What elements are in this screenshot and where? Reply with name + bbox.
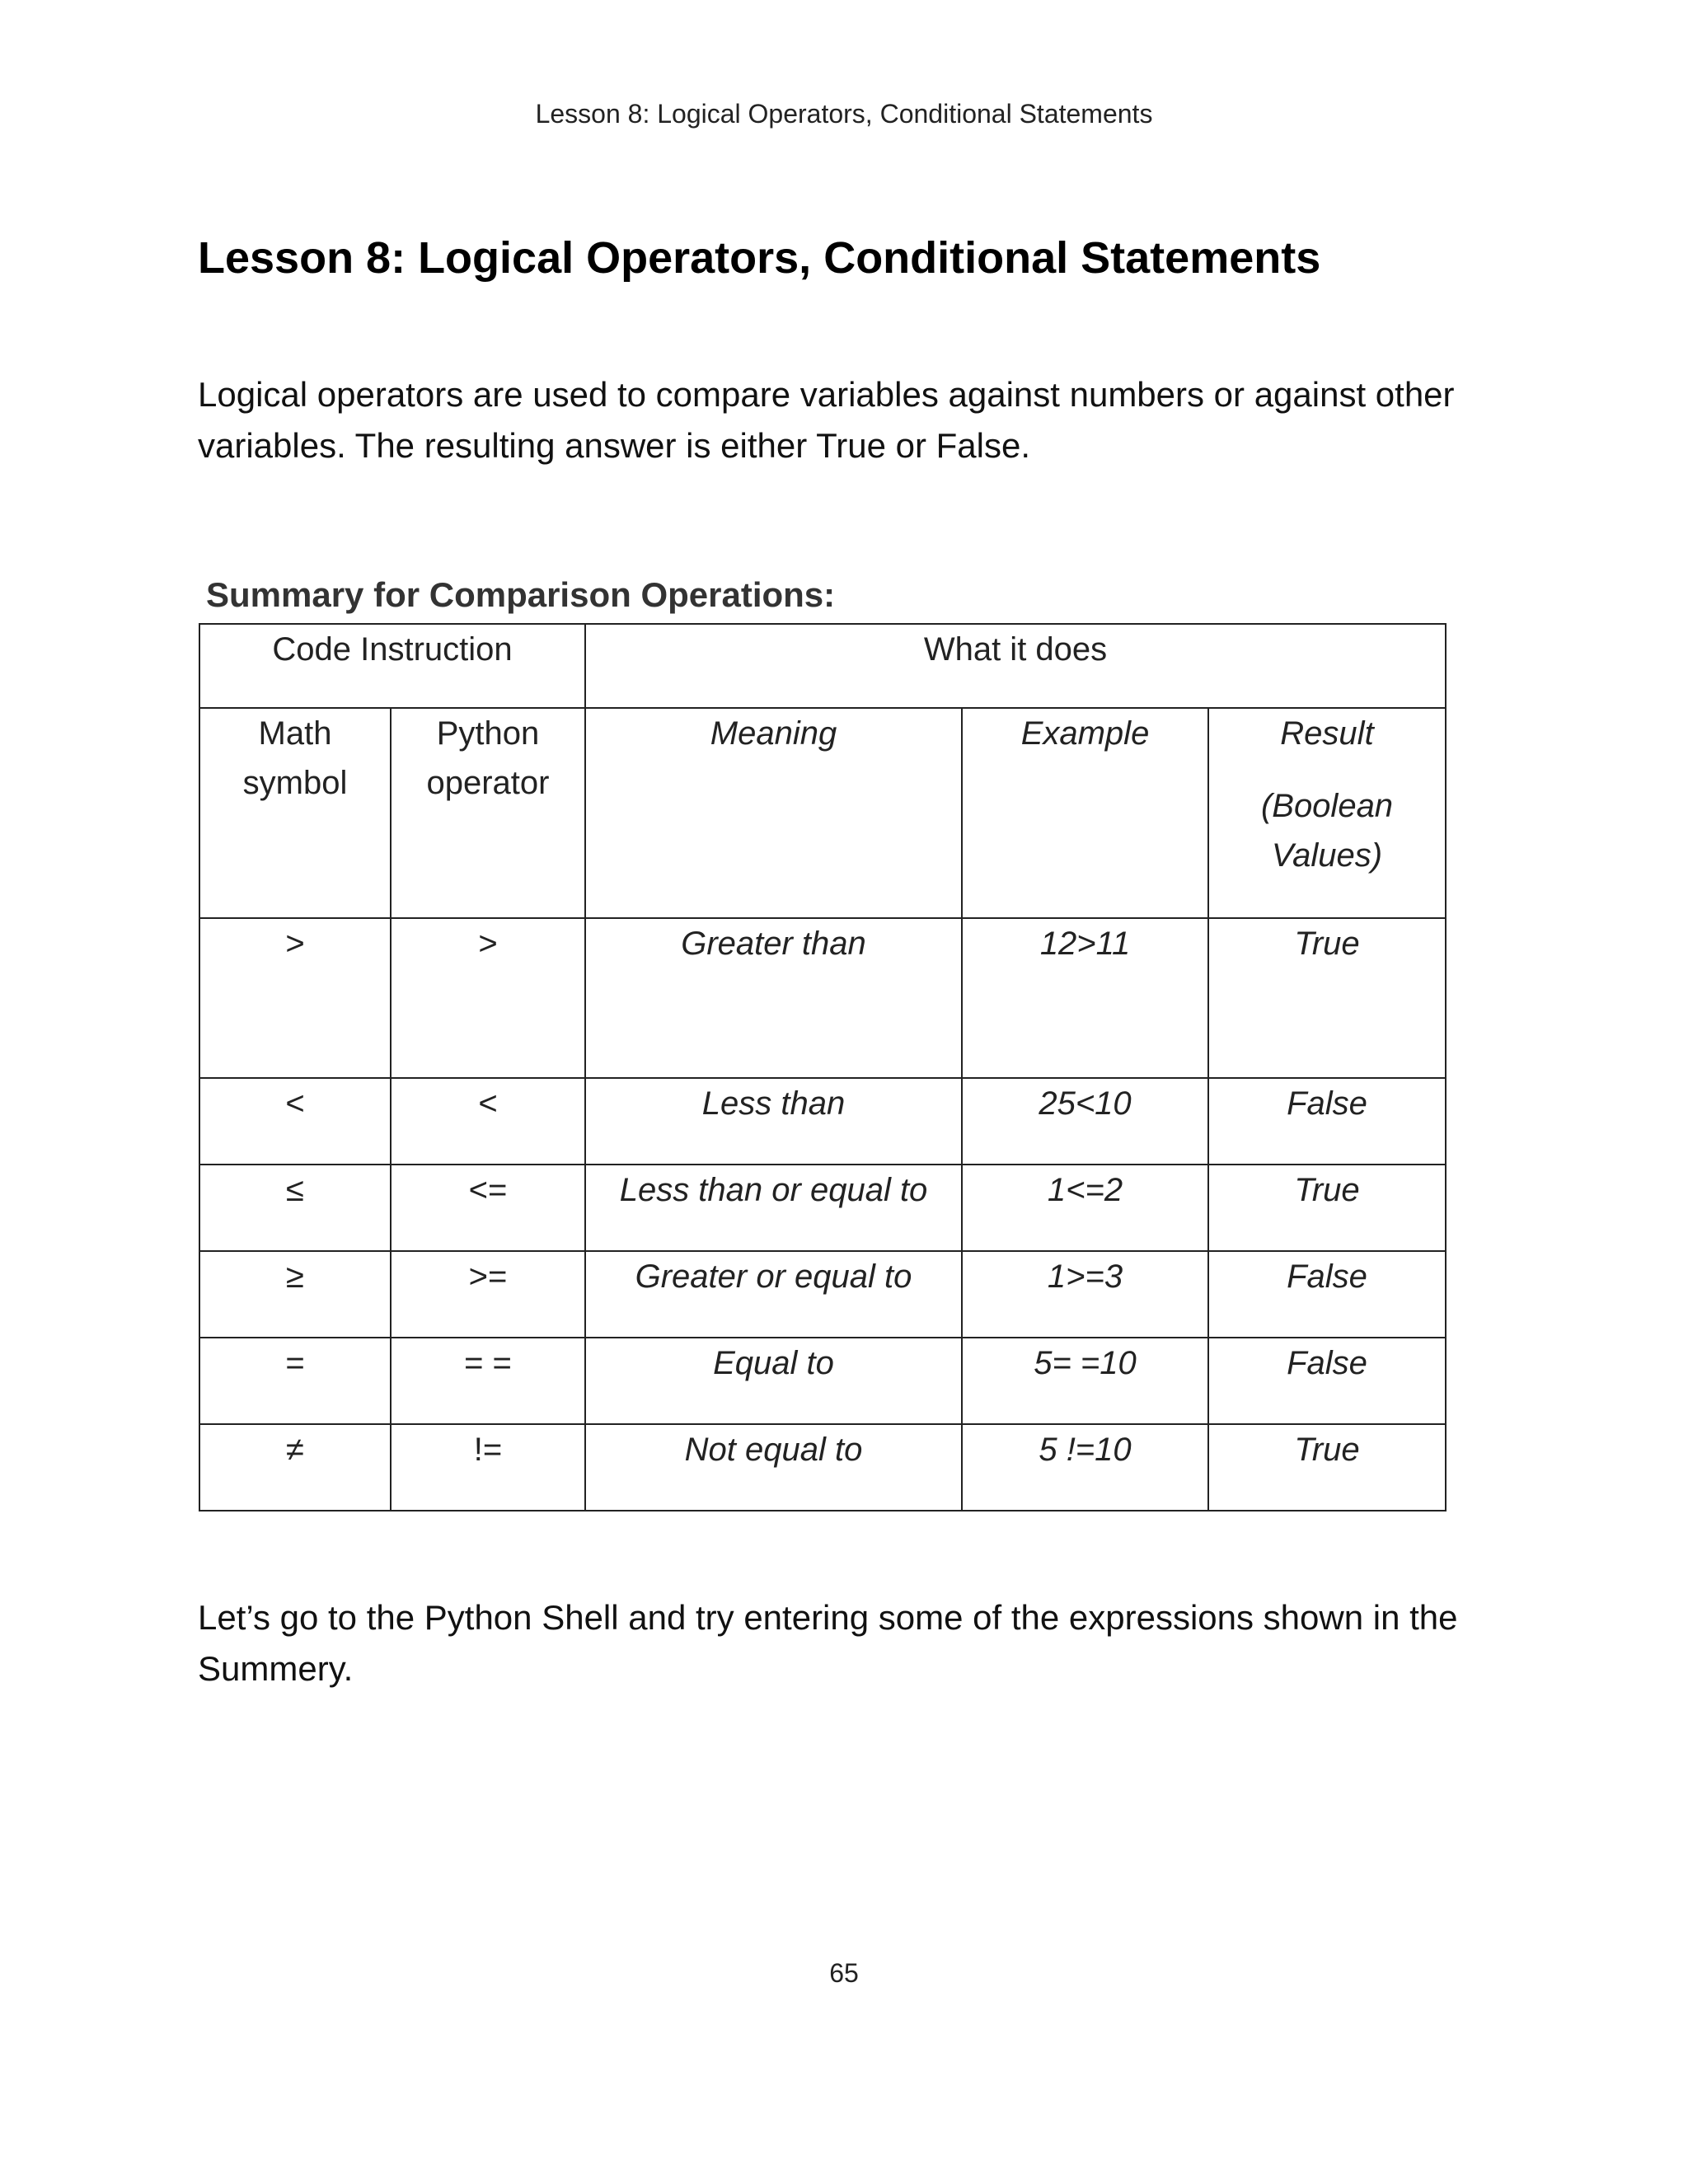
result-cell: True (1208, 1424, 1446, 1511)
result-cell: False (1208, 1251, 1446, 1338)
table-row (199, 1338, 1446, 1424)
example-cell: 5 !=10 (962, 1424, 1208, 1511)
math-symbol-cell: = (199, 1338, 391, 1424)
math-symbol-header: Math symbol (199, 708, 391, 918)
lesson-title: Lesson 8: Logical Operators, Conditional Statements (198, 233, 1321, 283)
result-cell: False (1208, 1338, 1446, 1424)
python-operator-cell: != (391, 1424, 585, 1511)
outro-paragraph: Let’s go to the Python Shell and try entering some of the expressions shown in the Summery. (198, 1598, 1458, 1688)
table-row (199, 918, 1446, 1078)
table-row (199, 1424, 1446, 1511)
python-operator-header: Python operator (391, 708, 585, 918)
result-cell: True (1208, 1165, 1446, 1251)
python-operator-cell: <= (391, 1165, 585, 1251)
intro-paragraph: Logical operators are used to compare variables against numbers or against other variables. The resulting answer is either True or False. (198, 375, 1455, 465)
page-number: 65 (829, 1958, 859, 1988)
example-cell: 1>=3 (962, 1251, 1208, 1338)
meaning-cell: Greater than (585, 918, 962, 1078)
python-operator-cell: >= (391, 1251, 585, 1338)
example-cell: 12>11 (962, 918, 1208, 1078)
example-header: Example (962, 708, 1208, 918)
python-operator-cell: > (391, 918, 585, 1078)
table-row (199, 1078, 1446, 1165)
summary-heading: Summary for Comparison Operations: (206, 575, 836, 614)
math-symbol-cell: ≥ (199, 1251, 391, 1338)
meaning-cell: Equal to (585, 1338, 962, 1424)
code-instruction-header: Code Instruction (199, 624, 585, 708)
python-operator-cell: = = (391, 1338, 585, 1424)
table-row (199, 1165, 1446, 1251)
meaning-cell: Less than (585, 1078, 962, 1165)
running-header: Lesson 8: Logical Operators, Conditional Statements (535, 99, 1153, 129)
example-cell: 5= =10 (962, 1338, 1208, 1424)
meaning-cell: Less than or equal to (585, 1165, 962, 1251)
meaning-header: Meaning (585, 708, 962, 918)
meaning-cell: Greater or equal to (585, 1251, 962, 1338)
table-group-header-row (199, 624, 1446, 708)
result-header-label: Result (1280, 715, 1374, 752)
result-cell: True (1208, 918, 1446, 1078)
example-cell: 25<10 (962, 1078, 1208, 1165)
result-header-note: (Boolean Values) (1260, 788, 1394, 874)
result-cell: False (1208, 1078, 1446, 1165)
example-cell: 1<=2 (962, 1165, 1208, 1251)
table-column-header-row (199, 708, 1446, 918)
comparison-operations-table (199, 623, 1447, 1511)
table-row (199, 1251, 1446, 1338)
what-it-does-header: What it does (585, 624, 1446, 708)
math-symbol-cell: ≠ (199, 1424, 391, 1511)
math-symbol-cell: ≤ (199, 1165, 391, 1251)
math-symbol-cell: > (199, 918, 391, 1078)
meaning-cell: Not equal to (585, 1424, 962, 1511)
math-symbol-cell: < (199, 1078, 391, 1165)
result-header (1208, 708, 1446, 918)
python-operator-cell: < (391, 1078, 585, 1165)
